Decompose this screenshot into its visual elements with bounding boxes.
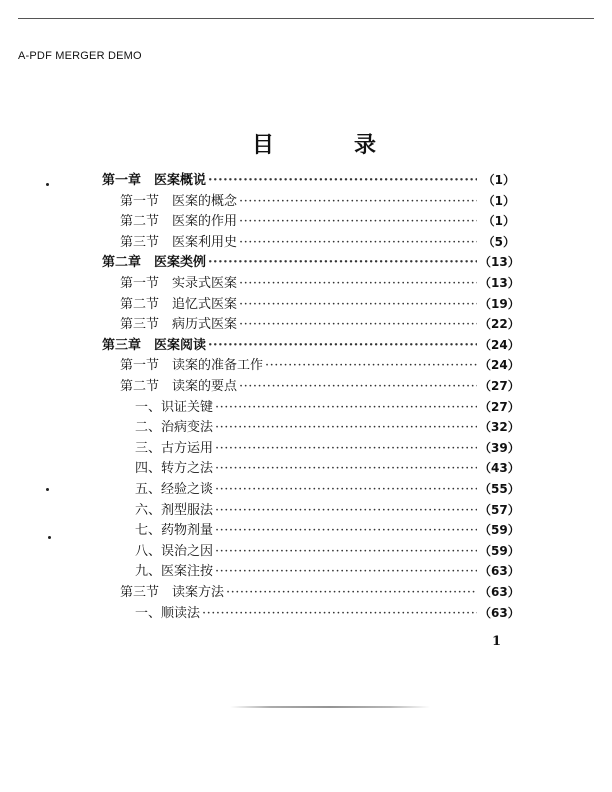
toc-leader-dots	[239, 274, 477, 294]
toc-leader-dots	[215, 459, 477, 479]
toc-entry-chapter	[102, 252, 520, 272]
toc-leader-dots	[215, 398, 477, 418]
toc-leader-dots	[239, 377, 477, 397]
toc-entry-label: 二、治病变法	[135, 420, 214, 436]
toc-leader-dots	[226, 583, 477, 603]
toc-entry-label: 第一章 医案概说	[102, 173, 207, 188]
toc-leader-dots	[239, 233, 477, 253]
toc-entry-label: 第一节 读案的准备工作	[120, 358, 264, 374]
toc-entry-label: 七、药物剂量	[135, 523, 214, 539]
toc-leader-dots	[239, 212, 477, 232]
toc-leader-dots	[202, 604, 477, 624]
toc-entry-label: 六、剂型服法	[135, 502, 214, 518]
toc-entry-item	[135, 561, 520, 581]
title-char-2: 录	[353, 132, 376, 158]
toc-entry-label: 五、经验之谈	[135, 482, 214, 497]
toc-entry-label: 第二节 追忆式医案	[120, 296, 238, 312]
toc-entry-page: （57）	[479, 502, 520, 517]
toc-entry-section	[120, 273, 520, 293]
scan-speck	[46, 488, 49, 491]
page-number: 1	[492, 634, 502, 649]
toc-entry-page: （24）	[479, 337, 520, 352]
scan-speck	[46, 183, 49, 186]
toc-entry-item	[135, 438, 520, 458]
toc-entry-page: （1）	[482, 193, 515, 208]
toc-entry-page: （13）	[479, 276, 520, 290]
toc-leader-dots	[208, 336, 477, 356]
toc-entry-page: （59）	[479, 523, 520, 538]
toc-entry-label: 第二节 读案的要点	[120, 379, 238, 394]
toc-entry-item	[135, 417, 520, 437]
toc-entry-page: （1）	[482, 214, 515, 229]
page-title	[252, 128, 376, 159]
toc-entry-page: （55）	[479, 482, 520, 496]
toc-entry-label: 第三节 读案方法	[120, 585, 225, 600]
toc-entry-page: （63）	[479, 564, 520, 579]
toc-leader-dots	[239, 295, 477, 315]
toc-entry-item	[135, 541, 520, 561]
toc-entry-label: 九、医案注按	[135, 564, 214, 580]
toc-entry-page: （27）	[479, 379, 520, 393]
toc-leader-dots	[215, 501, 477, 521]
toc-entry-page: （63）	[479, 585, 520, 599]
toc-leader-dots	[239, 192, 477, 212]
toc-entry-item	[135, 500, 520, 520]
toc-entry-page: （27）	[479, 399, 520, 414]
toc-entry-label: 第一节 医案的概念	[120, 193, 238, 209]
toc-entry-page: （24）	[479, 358, 520, 373]
toc-entry-label: 一、顺读法	[135, 605, 201, 621]
toc-entry-label: 第三节 医案利用史	[120, 234, 238, 250]
toc-entry-page: （43）	[479, 461, 520, 476]
watermark-label: A-PDF MERGER DEMO	[18, 50, 142, 62]
toc-entry-section	[120, 294, 520, 314]
toc-leader-dots	[215, 418, 477, 438]
toc-leader-dots	[208, 171, 477, 191]
toc-entry-chapter	[102, 170, 515, 190]
toc-entry-page: （22）	[479, 317, 520, 332]
bottom-scan-line	[230, 706, 430, 708]
toc-entry-label: 四、转方之法	[135, 461, 214, 477]
toc-entry-label: 第三章 医案阅读	[102, 337, 207, 353]
toc-leader-dots	[208, 253, 477, 273]
toc-leader-dots	[239, 315, 477, 335]
toc-leader-dots	[215, 439, 477, 459]
toc-entry-page: （13）	[479, 255, 520, 270]
toc-entry-page: （19）	[479, 296, 520, 311]
toc-entry-item	[135, 397, 520, 417]
scan-speck	[48, 536, 51, 539]
toc-entry-section	[120, 191, 515, 211]
toc-leader-dots	[215, 521, 477, 541]
toc-leader-dots	[265, 356, 477, 376]
toc-entry-label: 八、误治之因	[135, 543, 214, 559]
toc-entry-chapter	[102, 335, 520, 355]
toc-entry-page: （39）	[479, 440, 520, 455]
toc-leader-dots	[215, 542, 477, 562]
toc-entry-section	[120, 355, 520, 375]
toc-entry-section	[120, 314, 520, 334]
toc-entry-item	[135, 603, 520, 623]
toc-leader-dots	[215, 562, 477, 582]
toc-entry-item	[135, 458, 520, 478]
toc-entry-section	[120, 232, 515, 252]
toc-leader-dots	[215, 480, 477, 500]
toc-entry-section	[120, 582, 520, 602]
toc-entry-section	[120, 376, 520, 396]
toc-entry-page: （1）	[482, 173, 515, 187]
toc-entry-item	[135, 479, 520, 499]
top-rule	[18, 18, 594, 19]
toc-entry-section	[120, 211, 515, 231]
toc-entry-label: 第二节 医案的作用	[120, 214, 238, 230]
toc-entry-page: （5）	[482, 234, 515, 249]
toc-entry-page: （32）	[479, 420, 520, 435]
toc-entry-label: 第二章 医案类例	[102, 255, 207, 271]
title-char-1: 目	[252, 132, 275, 158]
toc-entry-label: 第一节 实录式医案	[120, 276, 238, 291]
toc-entry-page: （59）	[479, 543, 520, 558]
toc-entry-page: （63）	[479, 605, 520, 620]
toc-entry-item	[135, 520, 520, 540]
toc-entry-label: 第三节 病历式医案	[120, 317, 238, 333]
toc-entry-label: 三、古方运用	[135, 440, 214, 456]
toc-entry-label: 一、识证关键	[135, 399, 214, 415]
